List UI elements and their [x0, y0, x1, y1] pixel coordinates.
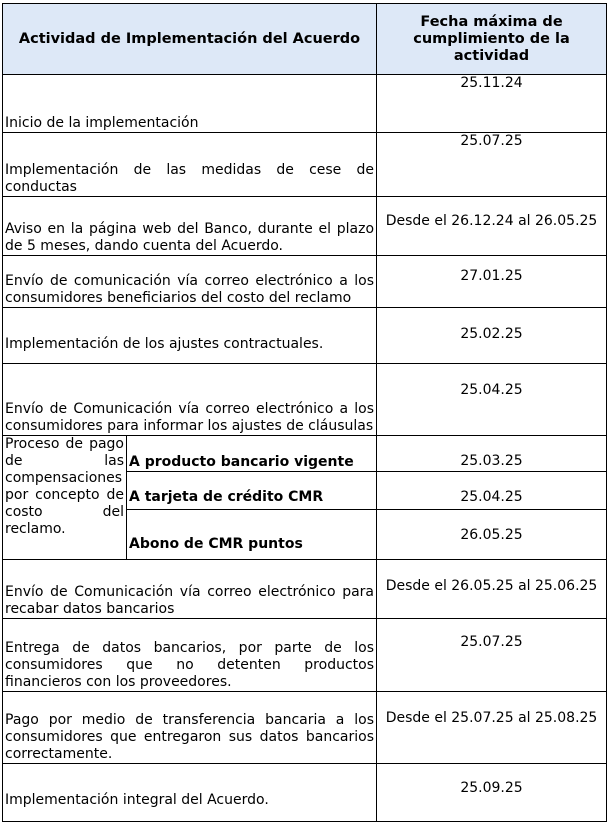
implementation-schedule-table: [2, 3, 607, 822]
date-cell: 25.02.25: [377, 308, 607, 364]
table-row: [3, 364, 607, 436]
table-row: [3, 256, 607, 308]
table-row: [3, 308, 607, 364]
sub-activity-cell: A producto bancario vigente: [127, 436, 377, 472]
sub-activity-cell: Abono de CMR puntos: [127, 510, 377, 560]
activity-cell: Envío de comunicación vía correo electrónico a los consumidores beneficiarios del costo del reclamo: [3, 256, 377, 308]
activity-cell: Pago por medio de transferencia bancaria a los consumidores que entregaron sus datos bancarios correctamente.: [3, 692, 377, 764]
date-cell: Desde el 25.07.25 al 25.08.25: [377, 692, 607, 764]
date-cell: 26.05.25: [377, 510, 607, 560]
process-label-cell: [3, 436, 127, 560]
process-label: Proceso de pago de las compensaciones por concepto de costo del reclamo.: [5, 436, 124, 537]
date-cell: 25.04.25: [377, 364, 607, 436]
table-row: [3, 133, 607, 197]
date-cell: Desde el 26.05.25 al 25.06.25: [377, 560, 607, 619]
date-cell: Desde el 26.12.24 al 26.05.25: [377, 197, 607, 256]
date-cell: 25.07.25: [377, 133, 607, 197]
activity-cell: Envío de Comunicación vía correo electrónico a los consumidores para informar los ajustes de cláusulas: [3, 364, 377, 436]
activity-cell: Entrega de datos bancarios, por parte de los consumidores que no detenten productos financieros con los proveedores.: [3, 619, 377, 692]
activity-cell: Implementación integral del Acuerdo.: [3, 764, 377, 822]
activity-cell: Envío de Comunicación vía correo electrónico para recabar datos bancarios: [3, 560, 377, 619]
table-row: [3, 619, 607, 692]
header-deadline: Fecha máxima de cumplimiento de la actividad: [377, 4, 607, 75]
activity-cell: Aviso en la página web del Banco, durante el plazo de 5 meses, dando cuenta del Acuerdo.: [3, 197, 377, 256]
date-cell: 25.09.25: [377, 764, 607, 822]
table-row: [3, 764, 607, 822]
date-cell: 27.01.25: [377, 256, 607, 308]
date-cell: 25.07.25: [377, 619, 607, 692]
date-cell: 25.11.24: [377, 75, 607, 133]
sub-activity-cell: A tarjeta de crédito CMR: [127, 472, 377, 510]
table-row: [3, 197, 607, 256]
activity-cell: Implementación de los ajustes contractuales.: [3, 308, 377, 364]
activity-cell: Inicio de la implementación: [3, 75, 377, 133]
date-cell: 25.03.25: [377, 436, 607, 472]
header-activity: Actividad de Implementación del Acuerdo: [3, 4, 377, 75]
table-header-row: [3, 4, 607, 75]
table-row: [3, 560, 607, 619]
date-cell: 25.04.25: [377, 472, 607, 510]
activity-cell: Implementación de las medidas de cese de conductas: [3, 133, 377, 197]
table-row: [3, 692, 607, 764]
table-row: [3, 436, 607, 472]
table-row: [3, 75, 607, 133]
